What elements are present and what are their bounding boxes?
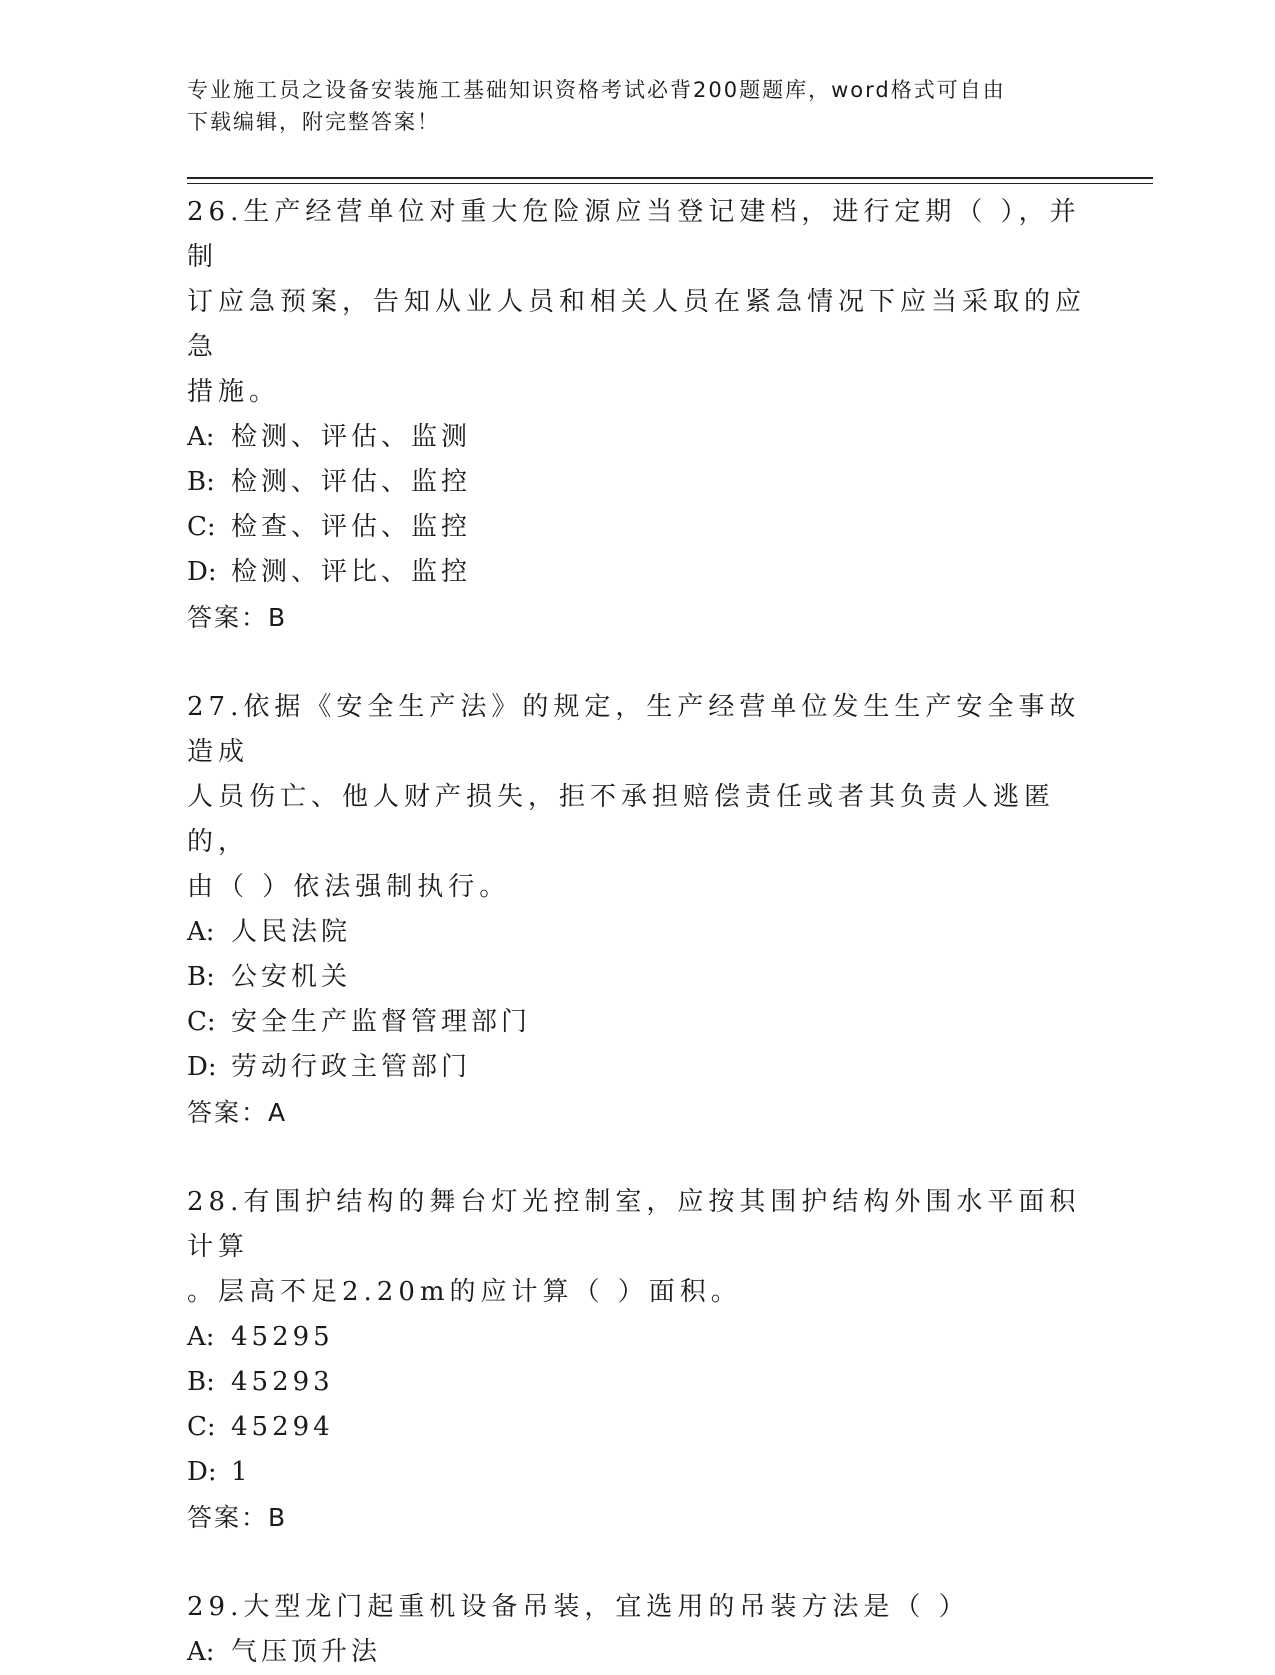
option-text: 1 <box>231 1457 252 1487</box>
option-key: A: <box>187 422 215 452</box>
spacer <box>187 1540 1087 1585</box>
option-key: D: <box>187 557 217 587</box>
header-line-2: 下载编辑，附完整答案！ <box>187 110 440 134</box>
question-stem-line: 27.依据《安全生产法》的规定，生产经营单位发生生产安全事故造成 <box>187 692 1081 767</box>
question-list <box>187 190 1087 1675</box>
spacer <box>187 640 1087 685</box>
option-text: 安全生产监督管理部门 <box>231 1007 532 1037</box>
option-text: 45294 <box>231 1412 334 1442</box>
question-stem-line: 由（ ）依法强制执行。 <box>187 872 511 902</box>
option-d <box>187 1045 1087 1090</box>
option-text: 45293 <box>231 1367 334 1397</box>
answer-line: 答案：A <box>187 1098 288 1127</box>
option-key: D: <box>187 1052 217 1082</box>
question-stem-line: 。层高不足2.20m的应计算（ ）面积。 <box>187 1277 742 1307</box>
spacer <box>187 1135 1087 1180</box>
option-text: 检测、评估、监控 <box>231 467 472 497</box>
option-text: 检测、评比、监控 <box>231 557 472 587</box>
question-stem-line: 人员伤亡、他人财产损失，拒不承担赔偿责任或者其负责人逃匿的， <box>187 782 1056 857</box>
option-b <box>187 955 1087 1000</box>
option-text: 检测、评估、监测 <box>231 422 472 452</box>
option-a <box>187 415 1087 460</box>
header-line-1: 专业施工员之设备安装施工基础知识资格考试必背200题题库，word格式可自由 <box>187 78 1006 102</box>
option-a <box>187 910 1087 955</box>
option-text: 45295 <box>231 1322 334 1352</box>
question-stem-line: 26.生产经营单位对重大危险源应当登记建档，进行定期（ ），并制 <box>187 197 1081 272</box>
option-d <box>187 1450 1087 1495</box>
option-d <box>187 550 1087 595</box>
question-26 <box>187 190 1087 640</box>
option-key: A: <box>187 917 215 947</box>
document-header <box>187 74 1067 138</box>
option-c <box>187 1405 1087 1450</box>
option-a <box>187 1630 1087 1675</box>
option-b <box>187 1360 1087 1405</box>
option-key: C: <box>187 512 216 542</box>
question-29 <box>187 1585 1087 1675</box>
option-key: B: <box>187 1367 215 1397</box>
option-text: 人民法院 <box>231 917 352 947</box>
option-key: A: <box>187 1637 215 1667</box>
option-text: 气压顶升法 <box>231 1637 382 1667</box>
option-text: 公安机关 <box>231 962 352 992</box>
option-text: 检查、评估、监控 <box>231 512 472 542</box>
option-key: D: <box>187 1457 217 1487</box>
question-27 <box>187 685 1087 1135</box>
answer-line: 答案：B <box>187 603 288 632</box>
question-stem-line: 措施。 <box>187 377 281 407</box>
option-key: C: <box>187 1412 216 1442</box>
answer-line: 答案：B <box>187 1503 288 1532</box>
header-divider-thin <box>187 183 1153 184</box>
option-key: C: <box>187 1007 216 1037</box>
option-a <box>187 1315 1087 1360</box>
option-c <box>187 1000 1087 1045</box>
question-stem-line: 29.大型龙门起重机设备吊装，宜选用的吊装方法是（ ） <box>187 1592 970 1622</box>
option-c <box>187 505 1087 550</box>
option-key: B: <box>187 962 215 992</box>
option-key: A: <box>187 1322 215 1352</box>
question-28 <box>187 1180 1087 1540</box>
question-stem-line: 订应急预案，告知从业人员和相关人员在紧急情况下应当采取的应急 <box>187 287 1087 362</box>
option-key: B: <box>187 467 215 497</box>
option-text: 劳动行政主管部门 <box>231 1052 472 1082</box>
option-b <box>187 460 1087 505</box>
header-divider-thick <box>187 177 1153 179</box>
question-stem-line: 28.有围护结构的舞台灯光控制室，应按其围护结构外围水平面积计算 <box>187 1187 1081 1262</box>
